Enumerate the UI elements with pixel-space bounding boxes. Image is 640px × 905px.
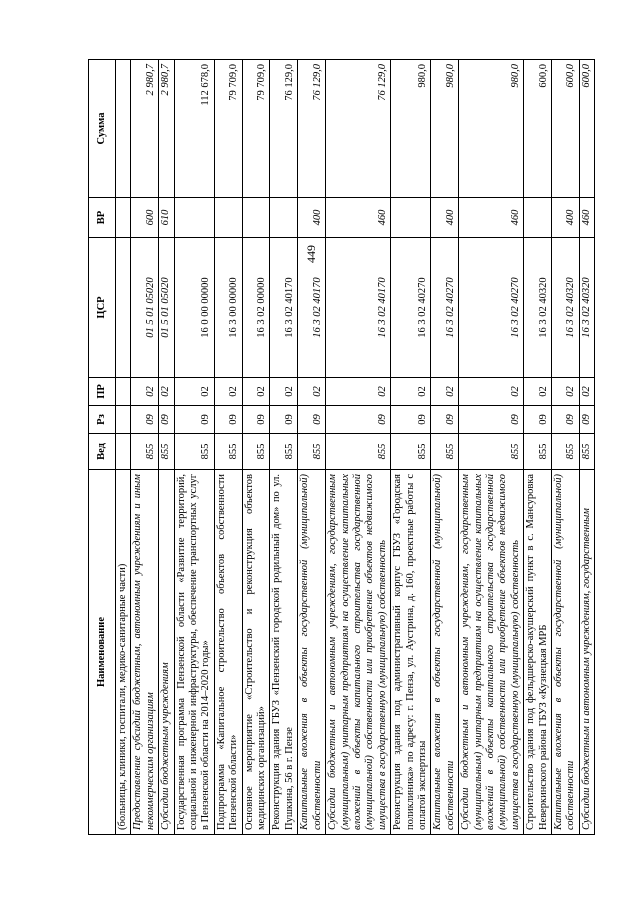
header-pr: ПР [89, 378, 116, 406]
cell-vr: 400 [298, 198, 326, 238]
table-header-row [89, 60, 116, 835]
cell-name: Реконструкция здания под административный корпус ГБУЗ «Городская поликлиника» по адресу: г. Пенза, ул. Аустрина, д. 160, проектные работы с оплатой экспертизы [391, 470, 431, 835]
cell-rz: 09 [242, 406, 270, 434]
cell-name: Строительство здания под фельдшерско-акушерский пункт в с. Мансуровка Неверкинского района ГБУЗ «Кузнецкая МРБ [524, 470, 552, 835]
cell-name: Субсидии бюджетным и автономным учреждениям, государственным [579, 470, 594, 835]
cell-sum: 980,0 [391, 60, 431, 198]
cell-ved: 855 [391, 434, 431, 470]
table-row [326, 60, 391, 835]
cell-ved: 855 [270, 434, 298, 470]
cell-csr: 01 5 01 05020 [131, 238, 159, 378]
cell-pr: 02 [326, 378, 391, 406]
table-row [242, 60, 270, 835]
cell-ved: 855 [214, 434, 242, 470]
cell-name: (больницы, клиники, госпитали, медико-санитарные части) [116, 470, 131, 835]
table-row [214, 60, 242, 835]
page-number: 449 [304, 245, 318, 263]
cell-csr [116, 238, 131, 378]
cell-csr: 01 5 01 05020 [159, 238, 174, 378]
cell-ved: 855 [431, 434, 459, 470]
cell-sum: 79 709,0 [214, 60, 242, 198]
header-csr: ЦСР [89, 238, 116, 378]
cell-csr: 16 3 02 40320 [579, 238, 594, 378]
cell-csr: 16 3 02 40170 [298, 238, 326, 378]
cell-vr: 460 [579, 198, 594, 238]
table-row [174, 60, 214, 835]
cell-sum: 76 129,0 [270, 60, 298, 198]
cell-vr [270, 198, 298, 238]
cell-csr: 16 3 02 00000 [242, 238, 270, 378]
cell-pr: 02 [459, 378, 524, 406]
cell-name: Предоставление субсидий бюджетным, автономным учреждениям и иным некоммерческим организациям [131, 470, 159, 835]
cell-pr: 02 [579, 378, 594, 406]
cell-ved [116, 434, 131, 470]
cell-name: Государственная программа Пензенской области «Развитие территорий, социальной и инженерной инфраструктуры, обеспечение транспортных услуг в Пензенской области на 2014–2020 годы» [174, 470, 214, 835]
cell-pr: 02 [214, 378, 242, 406]
cell-sum: 600,0 [552, 60, 580, 198]
cell-pr: 02 [131, 378, 159, 406]
cell-rz: 09 [459, 406, 524, 434]
cell-csr: 16 3 02 40320 [524, 238, 552, 378]
cell-rz: 09 [579, 406, 594, 434]
cell-rz: 09 [131, 406, 159, 434]
cell-pr: 02 [159, 378, 174, 406]
cell-rz: 09 [431, 406, 459, 434]
cell-sum: 2 980,7 [159, 60, 174, 198]
table-row [459, 60, 524, 835]
cell-sum: 2 980,7 [131, 60, 159, 198]
cell-vr: 460 [326, 198, 391, 238]
cell-ved: 855 [131, 434, 159, 470]
table-row [298, 60, 326, 835]
cell-csr: 16 3 02 40270 [459, 238, 524, 378]
cell-name: Реконструкция здания ГБУЗ «Пензенский городской родильный дом» по ул. Пушкина, 56 в г. Пензе [270, 470, 298, 835]
cell-name: Субсидии бюджетным учреждениям [159, 470, 174, 835]
cell-vr [391, 198, 431, 238]
cell-name: Субсидии бюджетным и автономным учреждениям, государственным (муниципальным) унитарным предприятиям на осуществление капитальных вложений в объекты капитального строительства государственной (муниципальной) собственности или приобретение объектов недвижимого имущества в государственную (муниципальную) собственность [459, 470, 524, 835]
header-name: Наименование [89, 470, 116, 835]
table-row [579, 60, 594, 835]
cell-pr: 02 [552, 378, 580, 406]
cell-csr: 16 3 02 40270 [391, 238, 431, 378]
table-row [116, 60, 131, 835]
cell-vr [116, 198, 131, 238]
header-vr: ВР [89, 198, 116, 238]
cell-ved: 855 [159, 434, 174, 470]
cell-pr [116, 378, 131, 406]
cell-sum: 980,0 [431, 60, 459, 198]
cell-rz [116, 406, 131, 434]
cell-rz: 09 [214, 406, 242, 434]
cell-csr: 16 3 02 40270 [431, 238, 459, 378]
cell-rz: 09 [552, 406, 580, 434]
cell-ved: 855 [174, 434, 214, 470]
table-row [131, 60, 159, 835]
cell-sum [116, 60, 131, 198]
cell-ved: 855 [298, 434, 326, 470]
cell-pr: 02 [391, 378, 431, 406]
cell-name: Капитальные вложения в объекты государственной (муниципальной) собственности [298, 470, 326, 835]
cell-sum: 76 129,0 [298, 60, 326, 198]
cell-name: Капитальные вложения в объекты государственной (муниципальной) собственности [552, 470, 580, 835]
table-row [524, 60, 552, 835]
cell-sum: 980,0 [459, 60, 524, 198]
cell-ved: 855 [524, 434, 552, 470]
cell-csr: 16 0 00 00000 [174, 238, 214, 378]
cell-sum: 79 709,0 [242, 60, 270, 198]
cell-csr: 16 3 02 40170 [326, 238, 391, 378]
table-row [431, 60, 459, 835]
budget-table [88, 59, 595, 835]
cell-ved: 855 [579, 434, 594, 470]
cell-rz: 09 [174, 406, 214, 434]
cell-rz: 09 [326, 406, 391, 434]
cell-vr: 610 [159, 198, 174, 238]
cell-pr: 02 [270, 378, 298, 406]
cell-rz: 09 [391, 406, 431, 434]
cell-rz: 09 [298, 406, 326, 434]
cell-vr: 400 [431, 198, 459, 238]
cell-csr: 16 3 02 40320 [552, 238, 580, 378]
cell-pr: 02 [298, 378, 326, 406]
cell-sum: 600,0 [579, 60, 594, 198]
cell-ved: 855 [326, 434, 391, 470]
cell-pr: 02 [174, 378, 214, 406]
cell-sum: 112 678,0 [174, 60, 214, 198]
cell-pr: 02 [524, 378, 552, 406]
header-rz: Рз [89, 406, 116, 434]
cell-sum: 600,0 [524, 60, 552, 198]
cell-csr: 16 3 02 40170 [270, 238, 298, 378]
cell-name: Подпрограмма «Капитальное строительство объектов собственности Пензенской области» [214, 470, 242, 835]
cell-vr: 600 [131, 198, 159, 238]
cell-rz: 09 [270, 406, 298, 434]
cell-name: Субсидии бюджетным и автономным учреждениям, государственным (муниципальным) унитарным предприятиям на осуществление капитальных вложений в объекты капитального строительства государственной (муниципальной) собственности или приобретение объектов недвижимого имущества в государственную (муниципальную) собственность [326, 470, 391, 835]
cell-vr [524, 198, 552, 238]
table-row [159, 60, 174, 835]
rotated-table-container [88, 60, 592, 835]
cell-csr: 16 3 00 00000 [214, 238, 242, 378]
cell-name: Капитальные вложения в объекты государственной (муниципальной) собственности [431, 470, 459, 835]
cell-rz: 09 [524, 406, 552, 434]
cell-ved: 855 [552, 434, 580, 470]
cell-vr [174, 198, 214, 238]
table-row [270, 60, 298, 835]
cell-name: Основное мероприятие «Строительство и реконструкция объектов медицинских организаций» [242, 470, 270, 835]
cell-vr: 460 [459, 198, 524, 238]
table-row [391, 60, 431, 835]
cell-pr: 02 [242, 378, 270, 406]
header-ved: Вед [89, 434, 116, 470]
cell-vr [214, 198, 242, 238]
cell-vr [242, 198, 270, 238]
cell-pr: 02 [431, 378, 459, 406]
cell-rz: 09 [159, 406, 174, 434]
header-sum: Сумма [89, 60, 116, 198]
cell-sum: 76 129,0 [326, 60, 391, 198]
cell-ved: 855 [459, 434, 524, 470]
table-row [552, 60, 580, 835]
cell-ved: 855 [242, 434, 270, 470]
cell-vr: 400 [552, 198, 580, 238]
